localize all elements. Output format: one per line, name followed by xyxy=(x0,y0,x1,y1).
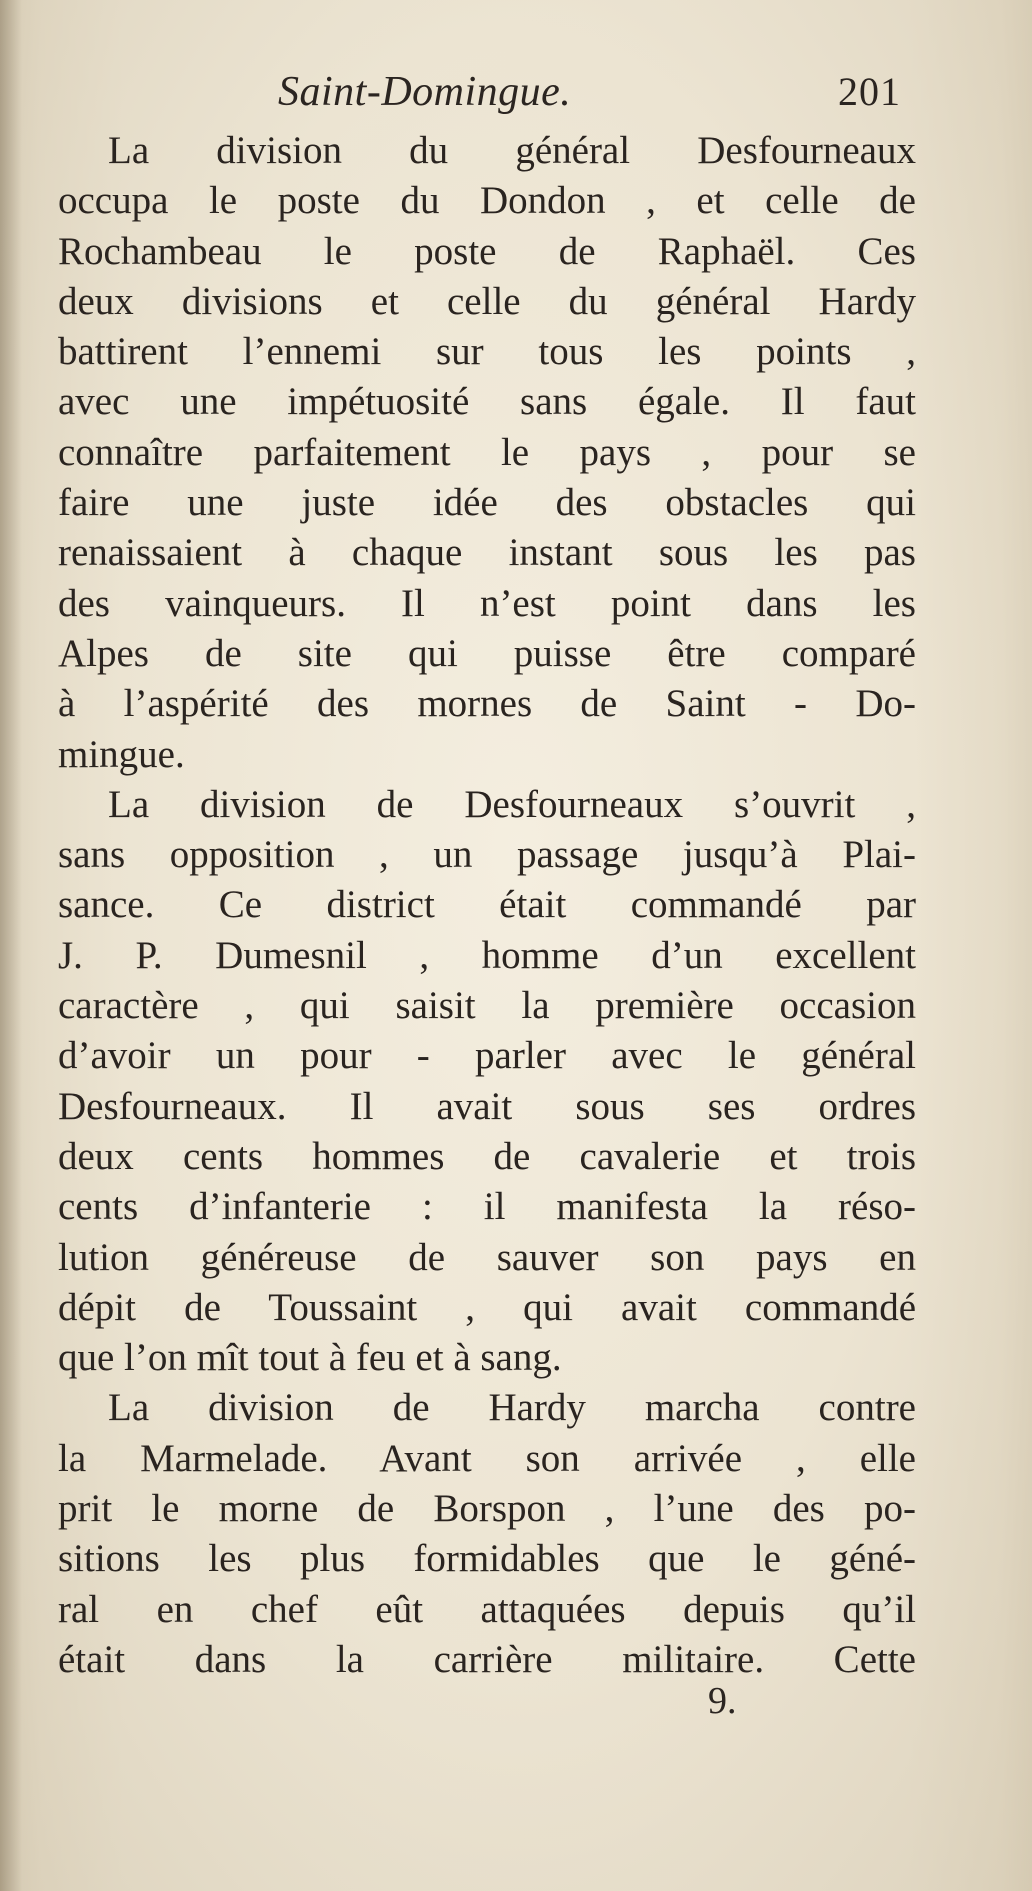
text-line: lution généreuse de sauver son pays en xyxy=(58,1235,916,1279)
text-line: sance. Ce district était commandé par xyxy=(58,883,916,927)
text-line: battirent l’ennemi sur tous les points , xyxy=(58,330,916,374)
text-line: sans opposition , un passage jusqu’à Plai- xyxy=(58,833,916,877)
body-text xyxy=(58,126,916,1685)
text-line: des vainqueurs. Il n’est point dans les xyxy=(58,581,916,625)
text-line: J. P. Dumesnil , homme d’un excellent xyxy=(58,933,916,977)
text-line: deux cents hommes de cavalerie et trois xyxy=(58,1134,916,1178)
text-line: caractère , qui saisit la première occasion xyxy=(58,984,916,1028)
text-line: mingue. xyxy=(58,732,185,776)
text-line: dépit de Toussaint , qui avait commandé xyxy=(58,1285,916,1329)
text-line: prit le morne de Borspon , l’une des po- xyxy=(58,1487,916,1531)
text-line: Rochambeau le poste de Raphaël. Ces xyxy=(58,229,916,273)
running-title: Saint-Domingue. xyxy=(278,69,572,115)
text-line: que l’on mît tout à feu et à sang. xyxy=(58,1336,562,1380)
text-line: cents d’infanterie : il manifesta la réso- xyxy=(58,1185,916,1229)
text-line: connaître parfaitement le pays , pour se xyxy=(58,430,916,474)
text-line: occupa le poste du Dondon , et celle de xyxy=(58,179,916,223)
text-line: Desfourneaux. Il avait sous ses ordres xyxy=(58,1084,916,1128)
gutter-shadow xyxy=(0,0,22,1891)
text-line: d’avoir un pour - parler avec le général xyxy=(58,1034,916,1078)
text-line: ral en chef eût attaquées depuis qu’il xyxy=(58,1587,916,1631)
text-line: avec une impétuosité sans égale. Il faut xyxy=(58,380,916,424)
text-line: à l’aspérité des mornes de Saint - Do- xyxy=(58,682,916,726)
text-line: était dans la carrière militaire. Cette xyxy=(58,1637,916,1681)
page-number: 201 xyxy=(838,69,901,114)
text-line: Alpes de site qui puisse être comparé xyxy=(58,631,916,675)
text-line: faire une juste idée des obstacles qui xyxy=(58,481,916,525)
page-header xyxy=(0,62,1032,122)
text-line: sitions les plus formidables que le géné- xyxy=(58,1537,916,1581)
text-line: renaissaient à chaque instant sous les pas xyxy=(58,531,916,575)
text-line: La division du général Desfourneaux xyxy=(108,129,916,172)
text-line: deux divisions et celle du général Hardy xyxy=(58,279,916,323)
text-line: la Marmelade. Avant son arrivée , elle xyxy=(58,1436,916,1480)
signature-mark: 9. xyxy=(708,1680,737,1722)
text-line: La division de Desfourneaux s’ouvrit , xyxy=(108,782,916,826)
text-line: La division de Hardy marcha contre xyxy=(108,1386,916,1430)
